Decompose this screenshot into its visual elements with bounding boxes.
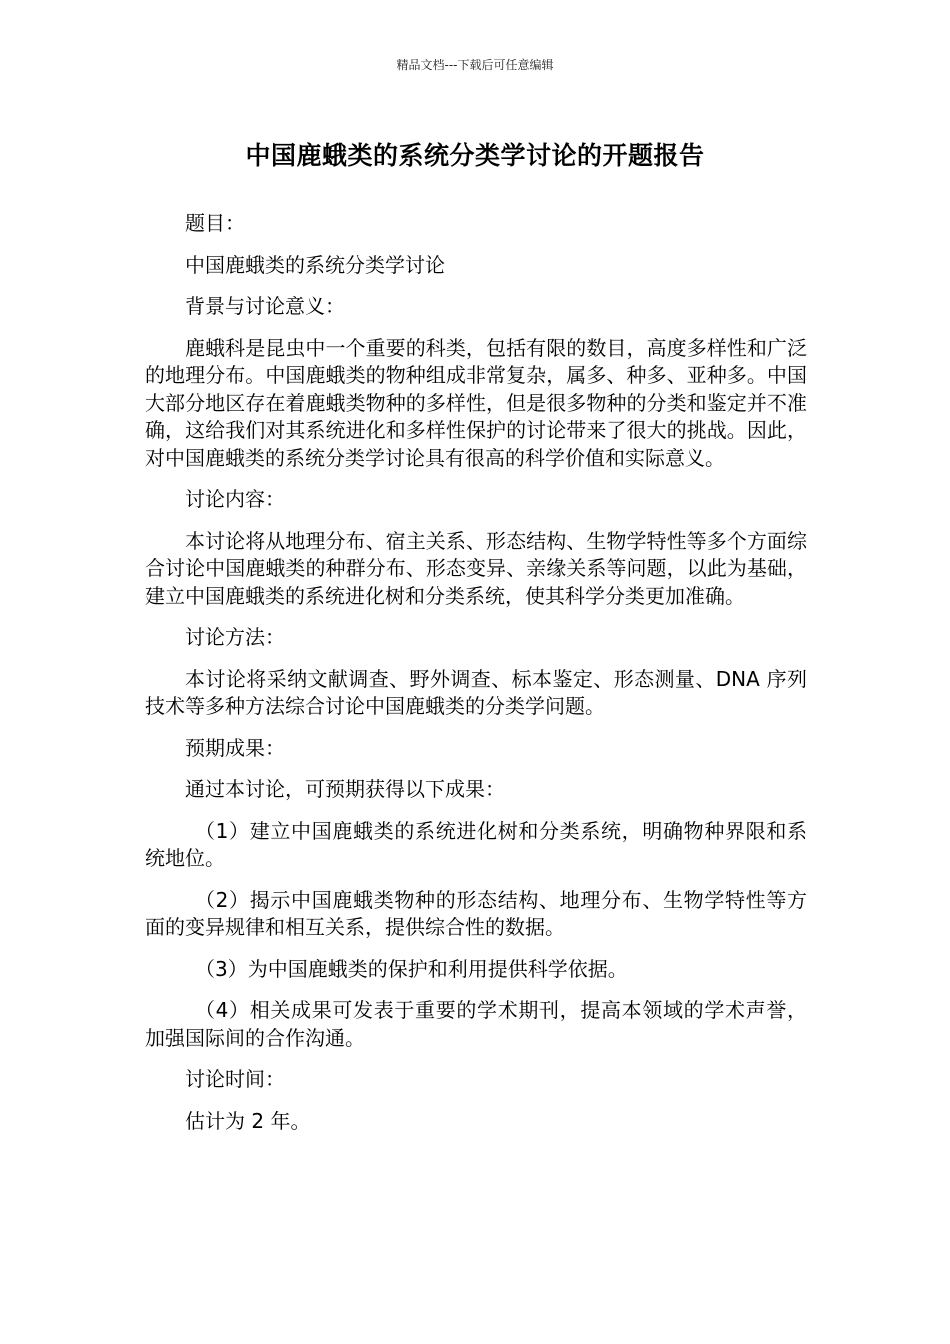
results-item: （1）建立中国鹿蛾类的系统进化树和分类系统，明确物种界限和系统地位。 <box>145 818 807 870</box>
results-item: （3）为中国鹿蛾类的保护和利用提供科学依据。 <box>195 956 628 981</box>
topic-heading: 题目： <box>185 211 245 235</box>
results-heading: 预期成果： <box>185 735 285 760</box>
content-heading: 讨论内容： <box>185 487 285 511</box>
method-paragraph: 本讨论将采纳文献调查、野外调查、标本鉴定、形态测量、DNA 序列技术等多种方法综合讨论中国鹿蛾类的分类学问题。 <box>145 666 807 718</box>
document-title: 中国鹿蛾类的系统分类学讨论的开题报告 <box>245 141 705 170</box>
background-heading: 背景与讨论意义： <box>185 294 345 318</box>
background-paragraph: 鹿蛾科是昆虫中一个重要的科类，包括有限的数目，高度多样性和广泛的地理分布。中国鹿蛾类的物种组成非常复杂，属多、种多、亚种多。中国大部分地区存在着鹿蛾类物种的多样性，但是很多物种的分类和鉴定并不准确，这给我们对其系统进化和多样性保护的讨论带来了很大的挑战。因此，对中国鹿蛾类的系统分类学讨论具有很高的科学价值和实际意义。 <box>145 335 807 470</box>
document-body <box>145 210 807 1149</box>
time-heading: 讨论时间： <box>185 1067 285 1091</box>
results-item: （2）揭示中国鹿蛾类物种的形态结构、地理分布、生物学特性等方面的变异规律和相互关系，提供综合性的数据。 <box>145 887 807 939</box>
content-paragraph: 本讨论将从地理分布、宿主关系、形态结构、生物学特性等多个方面综合讨论中国鹿蛾类的种群分布、形态变异、亲缘关系等问题，以此为基础，建立中国鹿蛾类的系统进化树和分类系统，使其科学分类更加准确。 <box>145 528 807 608</box>
results-item: （4）相关成果可发表于重要的学术期刊，提高本领域的学术声誉，加强国际间的合作沟通。 <box>145 998 807 1050</box>
topic-text: 中国鹿蛾类的系统分类学讨论 <box>185 252 445 277</box>
results-intro: 通过本讨论，可预期获得以下成果： <box>185 777 505 801</box>
page-header: 精品文档---下载后可任意编辑 <box>396 58 554 72</box>
time-text: 估计为 2 年。 <box>185 1108 311 1133</box>
method-heading: 讨论方法： <box>185 625 285 649</box>
